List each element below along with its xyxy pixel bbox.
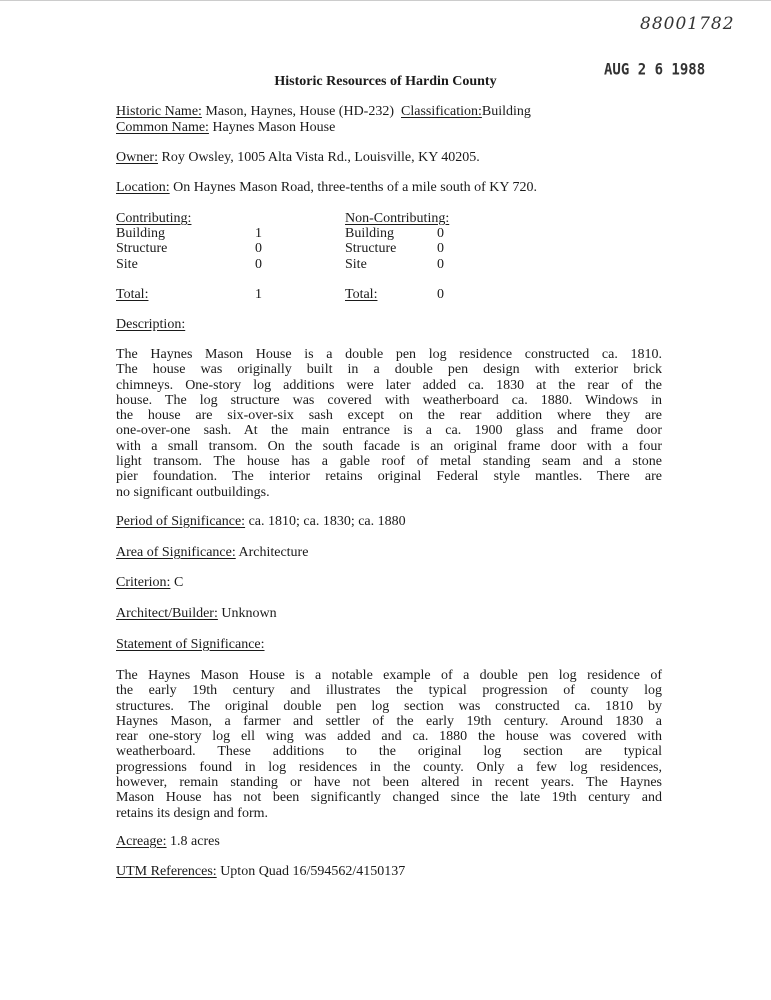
architect-label: Architect/Builder: xyxy=(116,606,218,621)
area-value: Architecture xyxy=(235,545,309,560)
criterion-label: Criterion: xyxy=(116,575,171,590)
classification-label: Classification: xyxy=(401,104,482,119)
non-contributing-site-count: 0 xyxy=(437,257,444,272)
utm-value: Upton Quad 16/594562/4150137 xyxy=(216,864,406,879)
non-contributing-structure-label: Structure xyxy=(345,241,397,256)
non-contributing-site-label: Site xyxy=(345,257,367,272)
owner-row xyxy=(116,150,480,166)
description-line: light transom. The house has a gable roof of metal standing seam and a stone xyxy=(116,454,662,470)
period-row xyxy=(116,514,406,530)
page-edge xyxy=(0,0,771,1)
location-label: Location: xyxy=(116,180,170,195)
historic-name-value: Mason, Haynes, House (HD-232) xyxy=(201,104,394,119)
acreage-row xyxy=(116,834,220,850)
statement-line: Mason House has not been significantly changed since the late 19th century and xyxy=(116,790,662,806)
non-contributing-building-count: 0 xyxy=(437,226,444,241)
owner-value: Roy Owsley, 1005 Alta Vista Rd., Louisville, KY 40205. xyxy=(158,150,480,165)
description-line: no significant outbuildings. xyxy=(116,484,270,500)
contributing-building-label: Building xyxy=(116,226,166,241)
statement-line: structures. The original double pen log section was constructed ca. 1810 by xyxy=(116,698,662,714)
non-contributing-total-label: Total: xyxy=(345,287,378,302)
classification-value: Building xyxy=(481,104,531,119)
description-line: pier foundation. The interior retains original Federal style mantles. There are xyxy=(116,469,662,485)
description-line: The Haynes Mason House is a double pen log residence constructed ca. 1810. xyxy=(116,347,662,362)
contributing-site-count: 0 xyxy=(255,257,262,272)
contributing-total: 1 xyxy=(255,287,262,302)
statement-paragraph xyxy=(116,668,662,821)
statement-line: weatherboard. These additions to the original log section are typical xyxy=(116,744,662,760)
contributing-structure-count: 0 xyxy=(255,241,262,256)
architect-value: Unknown xyxy=(217,606,277,621)
owner-label: Owner: xyxy=(116,150,158,165)
common-name-value: Haynes Mason House xyxy=(208,120,336,135)
utm-row xyxy=(116,864,405,880)
historic-name-label: Historic Name: xyxy=(116,104,202,119)
description-line: The house was originally built in a double pen design with exterior brick xyxy=(116,362,662,378)
utm-label: UTM References: xyxy=(116,864,217,879)
historic-name-row xyxy=(116,104,531,120)
description-line: the house are six-over-six sash except on the rear addition where they are xyxy=(116,408,662,424)
common-name-label: Common Name: xyxy=(116,120,209,135)
location-value: On Haynes Mason Road, three-tenths of a mile south of KY 720. xyxy=(169,180,537,195)
statement-line: The Haynes Mason House is a notable example of a double pen log residence of xyxy=(116,668,662,683)
description-line: chimneys. One-story log additions were later added ca. 1830 at the rear of the xyxy=(116,377,662,393)
statement-line: progressions found in log residences in the county. Only a few log residences, xyxy=(116,759,662,775)
criterion-row xyxy=(116,575,183,591)
statement-label: Statement of Significance: xyxy=(116,637,265,652)
period-label: Period of Significance: xyxy=(116,514,246,529)
criterion-value: C xyxy=(170,575,184,590)
area-label: Area of Significance: xyxy=(116,545,236,560)
statement-line: Haynes Mason, a farmer and settler of the early 19th century. Around 1830 a xyxy=(116,713,662,729)
contributing-total-label: Total: xyxy=(116,287,149,302)
description-line: with a small transom. On the south facade is an original frame door with a four xyxy=(116,438,662,454)
statement-line: however, remain standing or have not been altered in recent years. The Haynes xyxy=(116,775,662,791)
contributing-header: Contributing: xyxy=(116,211,192,226)
description-line: one-over-one sash. At the main entrance is a ca. 1900 glass and frame door xyxy=(116,423,662,439)
area-row xyxy=(116,545,308,561)
acreage-label: Acreage: xyxy=(116,834,167,849)
non-contributing-building-label: Building xyxy=(345,226,395,241)
description-label: Description: xyxy=(116,317,186,332)
statement-line: retains its design and form. xyxy=(116,805,269,821)
contributing-structure-label: Structure xyxy=(116,241,168,256)
handwritten-reference-number: 88001782 xyxy=(640,14,735,34)
date-stamp: AUG 2 6 1988 xyxy=(604,60,706,80)
non-contributing-total: 0 xyxy=(437,287,444,302)
statement-line: the early 19th century and illustrates the typical progression of county log xyxy=(116,683,662,699)
common-name-row xyxy=(116,120,335,136)
document-title: Historic Resources of Hardin County xyxy=(274,74,497,89)
period-value: ca. 1810; ca. 1830; ca. 1880 xyxy=(245,514,406,529)
contributing-site-label: Site xyxy=(116,257,138,272)
contributing-building-count: 1 xyxy=(255,226,262,241)
description-line: house. The log structure was covered with weatherboard ca. 1880. Windows in xyxy=(116,392,662,408)
acreage-value: 1.8 acres xyxy=(166,834,220,849)
location-row xyxy=(116,180,537,196)
statement-line: rear one-story log ell wing was added and ca. 1880 the house was covered with xyxy=(116,729,662,745)
description-paragraph xyxy=(116,347,662,500)
non-contributing-structure-count: 0 xyxy=(437,241,444,256)
architect-row xyxy=(116,606,277,622)
non-contributing-header: Non-Contributing: xyxy=(345,211,450,226)
